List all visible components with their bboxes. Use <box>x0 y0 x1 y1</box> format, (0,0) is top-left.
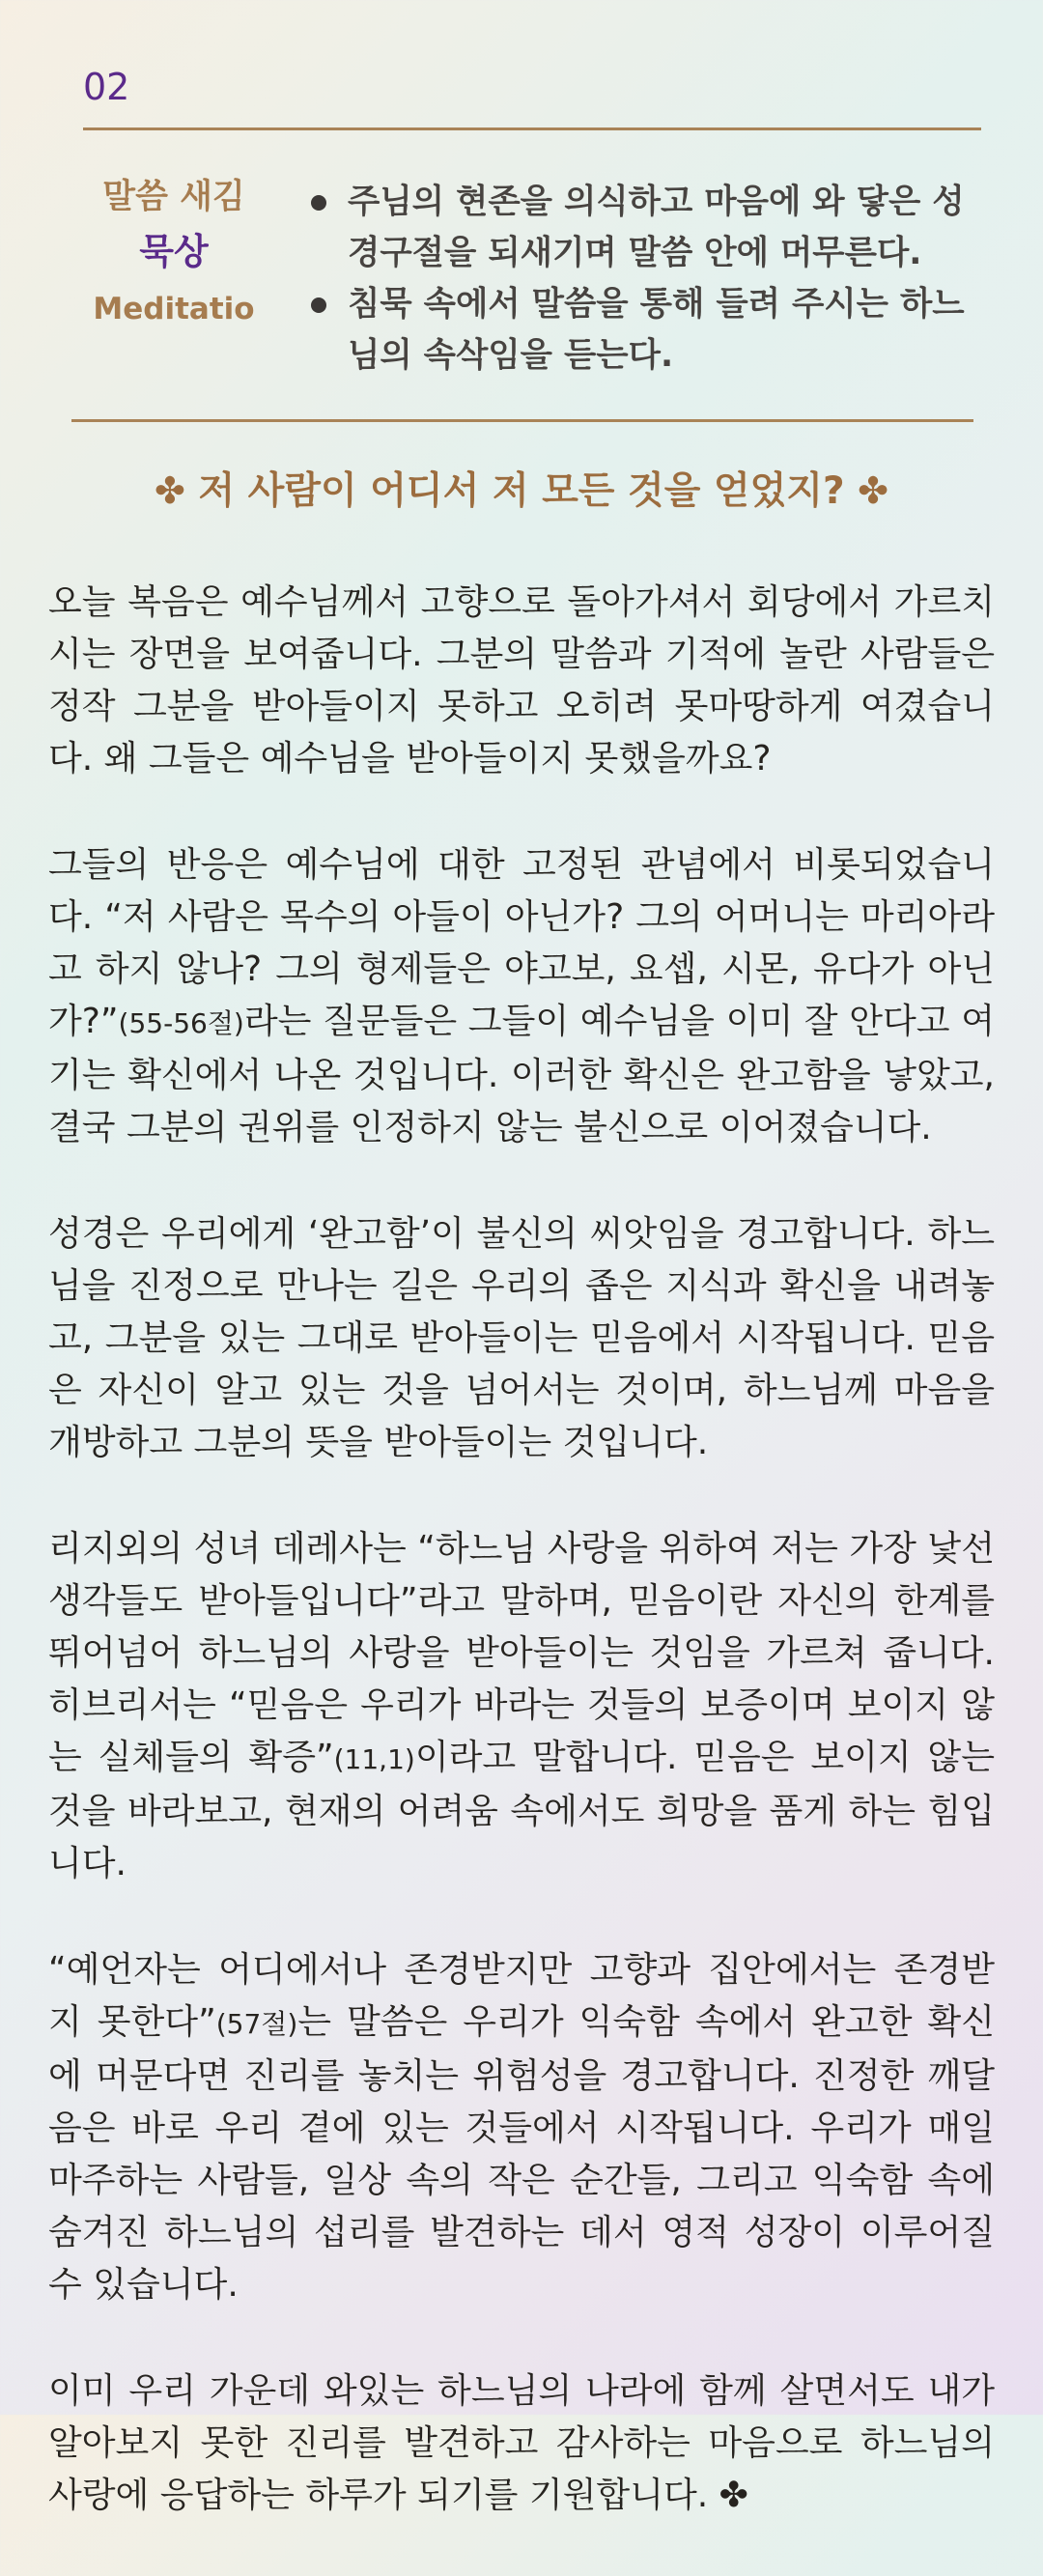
paragraph-1: 오늘 복음은 예수님께서 고향으로 돌아가셔서 회당에서 가르치시는 장면을 보여줍니다. 그분의 말씀과 기적에 놀란 사람들은 정작 그분을 받아들이지 못하고 오히려 못마땅하게 여겼습니다. 왜 그들은 예수님을 받아들이지 못했을까요? <box>48 582 995 778</box>
bottom-divider <box>71 419 973 422</box>
instruction-list <box>307 177 983 382</box>
paragraph-5: “예언자는 어디에서나 존경받지만 고향과 집안에서는 존경받지 못한다”(57절)는 말씀은 우리가 익숙함 속에서 완고한 확신에 머문다면 진리를 놓치는 위험성을 경고합니다. 진정한 깨달음은 바로 우리 곁에 있는 것들에서 시작됩니다. 우리가 매일 마주하는 사람들, 일상 속의 작은 순간들, 그리고 익숙함 속에 숨겨진 하느님의 섭리를 발견하는 데서 영적 성장이 이루어질 수 있습니다. <box>48 1950 995 2305</box>
label-korean-subtitle: 묵상 <box>139 231 209 272</box>
ornament-icon: ✤ <box>719 2476 748 2515</box>
verse-reference: (55-56절) <box>118 1007 244 1039</box>
label-latin-title: Meditatio <box>93 292 255 326</box>
paragraph-4: 리지외의 성녀 데레사는 “하느님 사랑을 위하여 저는 가장 낯선 생각들도 받아들입니다”라고 말하며, 믿음이란 자신의 한계를 뛰어넘어 하느님의 사랑을 받아들이는 것임을 가르쳐 줍니다. 히브리서는 “믿음은 우리가 바라는 것들의 보증이며 보이지 않는 실체들의 확증”(11,1)이라고 말합니다. 믿음은 보이지 않는 것을 바라보고, 현재의 어려움 속에서도 희망을 품게 하는 힘입니다. <box>48 1529 995 1883</box>
instruction-item: 주님의 현존을 의식하고 마음에 와 닿은 성경구절을 되새기며 말씀 안에 머무른다. <box>307 177 983 279</box>
ornament-icon: ✤ <box>858 469 889 512</box>
paragraph-6: 이미 우리 가운데 와있는 하느님의 나라에 함께 살면서도 내가 알아보지 못한 진리를 발견하고 감사하는 마음으로 하느님의 사랑에 응답하는 하루가 되기를 기원합니다. ✤ <box>48 2371 995 2515</box>
section-title-text: 저 사람이 어디서 저 모든 것을 얻었지? <box>198 469 845 513</box>
verse-reference: (57절) <box>215 2008 298 2040</box>
page-number: 02 <box>83 66 130 108</box>
label-korean-title: 말씀 새김 <box>102 178 245 216</box>
top-divider <box>83 127 981 130</box>
verse-reference: (11,1) <box>333 1743 415 1775</box>
meditatio-label <box>71 174 276 334</box>
instruction-item: 침묵 속에서 말씀을 통해 들려 주시는 하느님의 속삭임을 듣는다. <box>307 279 983 382</box>
ornament-icon: ✤ <box>154 469 185 512</box>
paragraph-2: 그들의 반응은 예수님에 대한 고정된 관념에서 비롯되었습니다. “저 사람은 목수의 아들이 아닌가? 그의 어머니는 마리아라고 하지 않나? 그의 형제들은 야고보, 요셉, 시몬, 유다가 아닌가?”(55-56절)라는 질문들은 그들이 예수님을 이미 잘 안다고 여기는 확신에서 나온 것입니다. 이러한 확신은 완고함을 낳았고, 결국 그분의 권위를 인정하지 않는 불신으로 이어졌습니다. <box>48 845 995 1147</box>
reflection-body <box>48 577 995 2576</box>
paragraph-3: 성경은 우리에게 ‘완고함’이 불신의 씨앗임을 경고합니다. 하느님을 진정으로 만나는 길은 우리의 좁은 지식과 확신을 내려놓고, 그분을 있는 그대로 받아들이는 믿음에서 시작됩니다. 믿음은 자신이 알고 있는 것을 넘어서는 것이며, 하느님께 마음을 개방하고 그분의 뜻을 받아들이는 것입니다. <box>48 1214 995 1462</box>
section-title <box>0 462 1043 521</box>
